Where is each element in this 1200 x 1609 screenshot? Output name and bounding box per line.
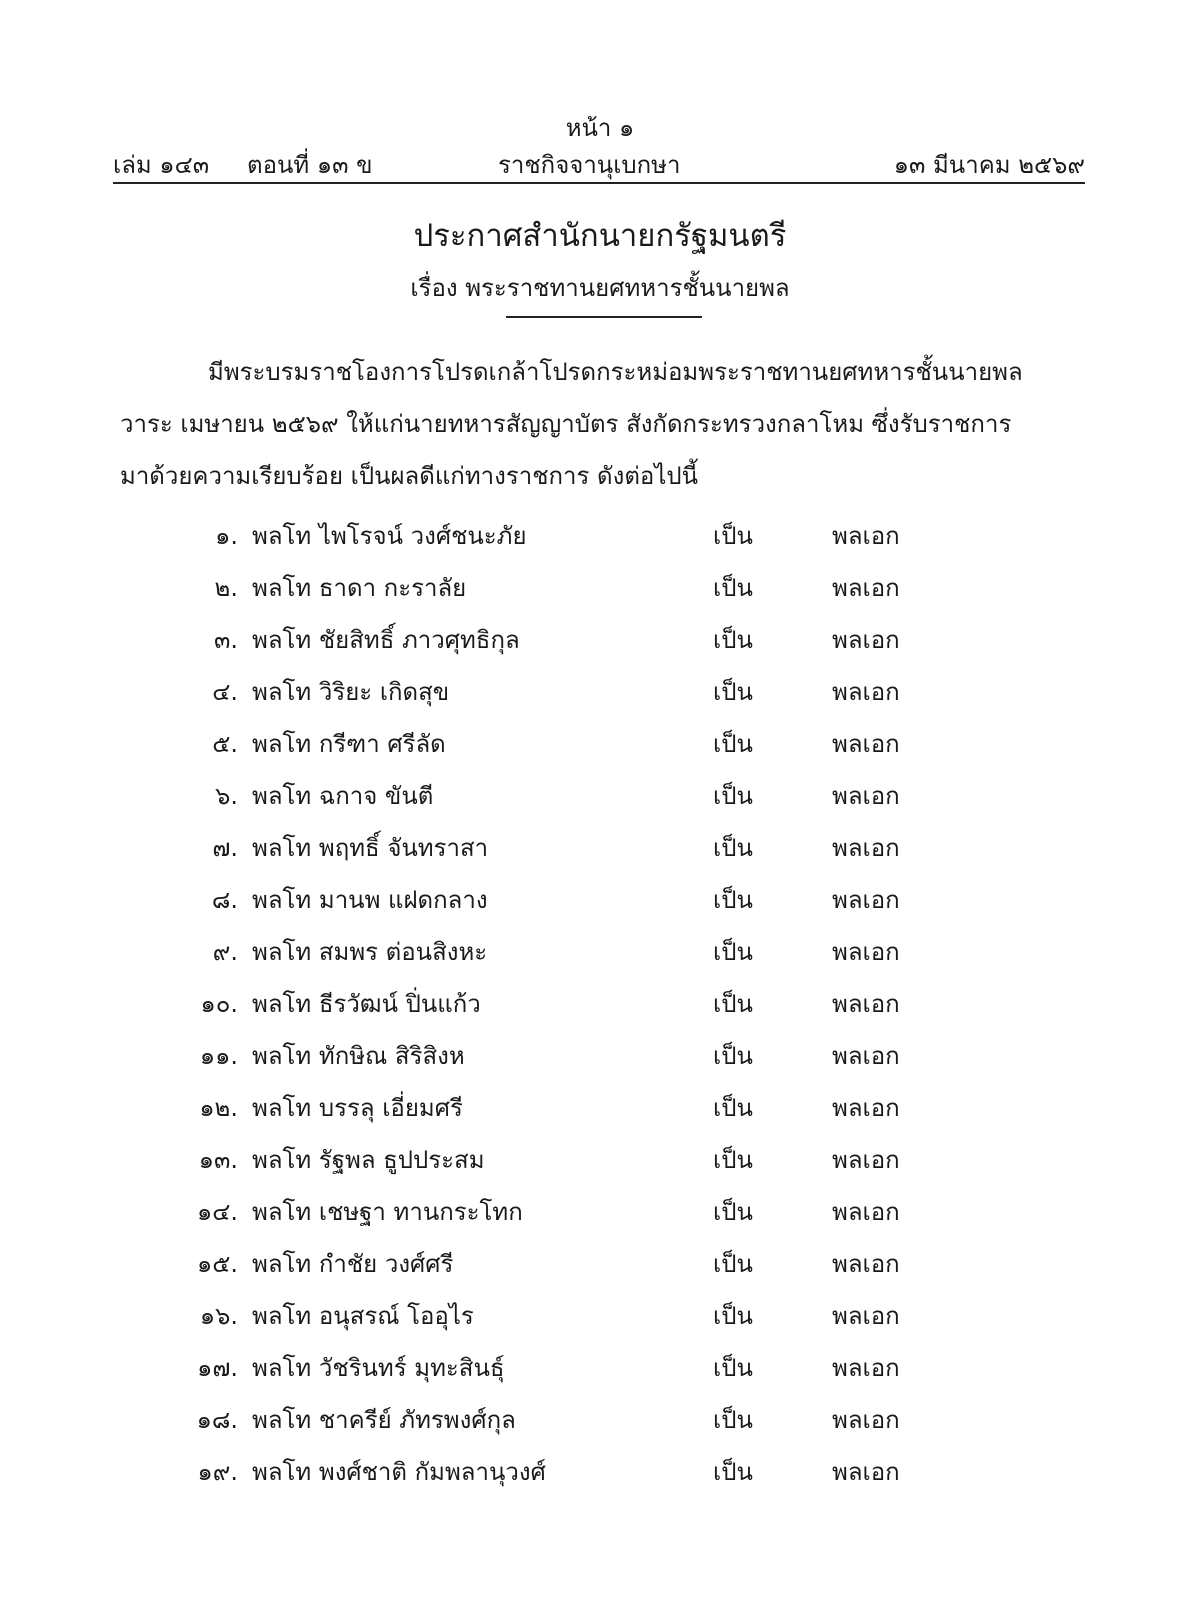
list-item xyxy=(0,1028,1200,1080)
list-item xyxy=(0,872,1200,924)
item-rank: พลเอก xyxy=(832,886,900,914)
item-number: ๒. xyxy=(214,574,238,602)
item-rank: พลเอก xyxy=(832,938,900,966)
item-number: ๕. xyxy=(212,730,238,758)
list-item xyxy=(0,560,1200,612)
item-rank: พลเอก xyxy=(832,522,900,550)
item-rank: พลเอก xyxy=(832,782,900,810)
item-number: ๑๙. xyxy=(197,1458,238,1486)
item-name: พลโท วัชรินทร์ มุทะสินธุ์ xyxy=(252,1354,505,1382)
item-as: เป็น xyxy=(713,1042,753,1070)
list-item xyxy=(0,924,1200,976)
item-number: ๓. xyxy=(213,626,238,654)
item-number: ๑๒. xyxy=(199,1094,238,1122)
body-line-2: วาระ เมษายน ๒๕๖๙ ให้แก่นายทหารสัญญาบัตร สังกัดกระทรวงกลาโหม ซึ่งรับราชการ xyxy=(120,410,1012,438)
item-number: ๑๖. xyxy=(199,1302,238,1330)
list-item xyxy=(0,664,1200,716)
item-as: เป็น xyxy=(713,522,753,550)
item-number: ๔. xyxy=(212,678,238,706)
item-as: เป็น xyxy=(713,626,753,654)
item-rank: พลเอก xyxy=(832,1458,900,1486)
item-rank: พลเอก xyxy=(832,990,900,1018)
item-number: ๘. xyxy=(211,886,238,914)
item-as: เป็น xyxy=(713,1146,753,1174)
item-rank: พลเอก xyxy=(832,1406,900,1434)
item-name: พลโท กำชัย วงศ์ศรี xyxy=(252,1250,454,1278)
list-item xyxy=(0,1444,1200,1496)
list-item xyxy=(0,1236,1200,1288)
item-number: ๗. xyxy=(212,834,238,862)
section-label: ตอนที่ ๑๓ ข xyxy=(247,151,373,179)
list-item xyxy=(0,716,1200,768)
item-name: พลโท กรีฑา ศรีลัด xyxy=(252,730,446,758)
item-rank: พลเอก xyxy=(832,678,900,706)
item-name: พลโท เชษฐา ทานกระโทก xyxy=(252,1198,523,1226)
gazette-header xyxy=(113,145,1085,179)
item-as: เป็น xyxy=(713,1354,753,1382)
list-item xyxy=(0,612,1200,664)
promotion-list xyxy=(0,508,1200,1496)
item-name: พลโท สมพร ต่อนสิงหะ xyxy=(252,938,488,966)
document-title: ประกาศสำนักนายกรัฐมนตรี xyxy=(413,218,787,254)
item-name: พลโท ชัยสิทธิ์ ภาวศุทธิกุล xyxy=(252,626,520,654)
item-name: พลโท บรรลุ เอี่ยมศรี xyxy=(252,1094,463,1122)
item-as: เป็น xyxy=(713,1406,753,1434)
item-as: เป็น xyxy=(713,1458,753,1486)
item-number: ๑๕. xyxy=(196,1250,238,1278)
item-as: เป็น xyxy=(713,990,753,1018)
list-item xyxy=(0,768,1200,820)
subject-underline xyxy=(506,316,702,318)
item-as: เป็น xyxy=(713,678,753,706)
item-rank: พลเอก xyxy=(832,834,900,862)
item-as: เป็น xyxy=(713,1094,753,1122)
item-as: เป็น xyxy=(713,574,753,602)
item-as: เป็น xyxy=(713,1250,753,1278)
list-item xyxy=(0,1392,1200,1444)
item-name: พลโท พงศ์ชาติ กัมพลานุวงศ์ xyxy=(252,1458,546,1486)
list-item xyxy=(0,1080,1200,1132)
item-number: ๑๓. xyxy=(198,1146,238,1174)
item-number: ๑๑. xyxy=(199,1042,238,1070)
item-name: พลโท ธาดา กะราลัย xyxy=(252,574,467,602)
item-rank: พลเอก xyxy=(832,1146,900,1174)
list-item xyxy=(0,1132,1200,1184)
item-rank: พลเอก xyxy=(832,730,900,758)
document-subject: เรื่อง พระราชทานยศทหารชั้นนายพล xyxy=(410,274,790,302)
item-number: ๑๐. xyxy=(200,990,238,1018)
item-name: พลโท ชาครีย์ ภัทรพงศ์กุล xyxy=(252,1406,516,1434)
body-line-3: มาด้วยความเรียบร้อย เป็นผลดีแก่ทางราชการ ดังต่อไปนี้ xyxy=(120,462,699,490)
item-name: พลโท ธีรวัฒน์ ปิ่นแก้ว xyxy=(252,990,481,1018)
item-as: เป็น xyxy=(713,730,753,758)
item-number: ๑๘. xyxy=(196,1406,238,1434)
header-divider xyxy=(113,182,1085,184)
item-name: พลโท มานพ แฝดกลาง xyxy=(252,886,488,914)
list-item xyxy=(0,1340,1200,1392)
item-number: ๙. xyxy=(212,938,238,966)
body-line-1: มีพระบรมราชโองการโปรดเกล้าโปรดกระหม่อมพระราชทานยศทหารชั้นนายพล xyxy=(208,358,1023,386)
item-name: พลโท อนุสรณ์ โออุไร xyxy=(252,1302,474,1330)
list-item xyxy=(0,820,1200,872)
item-number: ๖. xyxy=(215,782,238,810)
item-name: พลโท วิริยะ เกิดสุข xyxy=(252,678,450,706)
item-rank: พลเอก xyxy=(832,1302,900,1330)
volume-label: เล่ม ๑๔๓ xyxy=(113,151,210,179)
item-rank: พลเอก xyxy=(832,1198,900,1226)
item-number: ๑๔. xyxy=(196,1198,238,1226)
item-name: พลโท พฤทธิ์ จันทราสา xyxy=(252,834,489,862)
item-as: เป็น xyxy=(713,834,753,862)
list-item xyxy=(0,508,1200,560)
item-number: ๑๗. xyxy=(197,1354,238,1382)
item-rank: พลเอก xyxy=(832,1042,900,1070)
item-rank: พลเอก xyxy=(832,1094,900,1122)
item-name: พลโท รัฐพล ธูปประสม xyxy=(252,1146,485,1174)
item-rank: พลเอก xyxy=(832,1250,900,1278)
item-rank: พลเอก xyxy=(832,574,900,602)
page-number: หน้า ๑ xyxy=(565,114,635,142)
item-as: เป็น xyxy=(713,782,753,810)
item-rank: พลเอก xyxy=(832,626,900,654)
list-item xyxy=(0,1184,1200,1236)
item-as: เป็น xyxy=(713,886,753,914)
list-item xyxy=(0,1288,1200,1340)
publication-name: ราชกิจจานุเบกษา xyxy=(498,151,681,179)
item-as: เป็น xyxy=(713,1302,753,1330)
item-name: พลโท ทักษิณ สิริสิงห xyxy=(252,1042,465,1070)
list-item xyxy=(0,976,1200,1028)
item-rank: พลเอก xyxy=(832,1354,900,1382)
item-number: ๑. xyxy=(215,522,238,550)
publication-date: ๑๓ มีนาคม ๒๕๖๙ xyxy=(893,151,1085,179)
item-name: พลโท ฉกาจ ขันตี xyxy=(252,782,434,810)
item-as: เป็น xyxy=(713,1198,753,1226)
item-as: เป็น xyxy=(713,938,753,966)
item-name: พลโท ไพโรจน์ วงศ์ชนะภัย xyxy=(252,522,527,550)
